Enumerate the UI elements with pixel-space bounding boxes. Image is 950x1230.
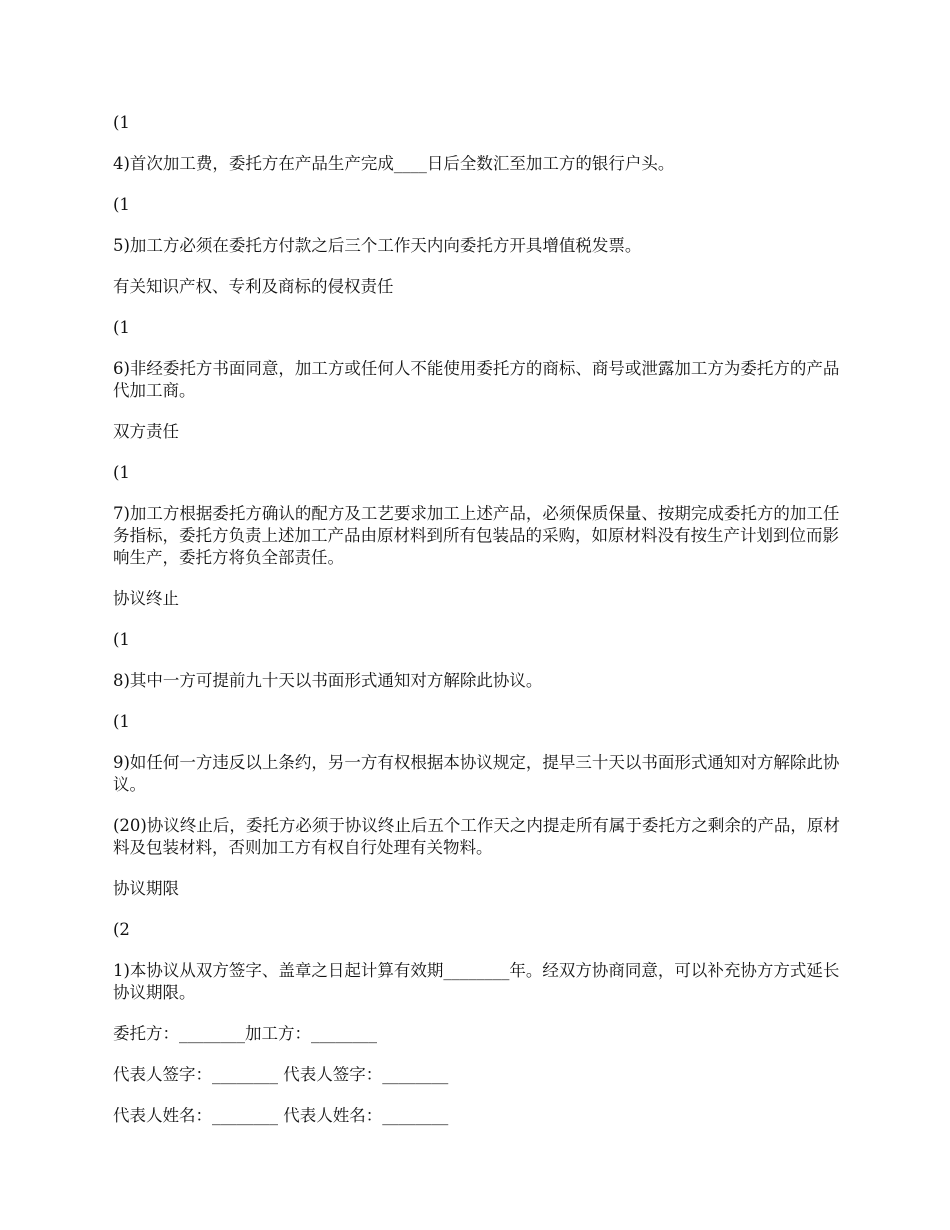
- document-body: [113, 112, 841, 1146]
- section-heading-termination: 协议终止: [113, 589, 179, 608]
- section-heading-term: 协议期限: [113, 879, 179, 898]
- section-heading-ip-liability: 有关知识产权、专利及商标的侵权责任: [113, 277, 394, 296]
- signature-parties-line: 委托方：________加工方：________: [113, 1024, 377, 1043]
- clause-post-termination: (20)协议终止后，委托方必须于协议终止后五个工作天之内提走所有属于委托方之剩余的产品，原材料及包装材料，否则加工方有权自行处理有关物料。: [113, 816, 840, 857]
- clause-breach-termination: 9)如任何一方违反以上条约，另一方有权根据本协议规定，提早三十天以书面形式通知对方解除此协议。: [113, 753, 840, 794]
- paragraph-fragment-6: (1: [113, 712, 130, 731]
- clause-validity-period: 1)本协议从双方签字、盖章之日起计算有效期________年。经双方协商同意，可以补充协方方式延长协议期限。: [113, 961, 840, 1002]
- paragraph-fragment-3: (1: [113, 318, 130, 337]
- paragraph-fragment-1: (1: [113, 113, 130, 132]
- paragraph-fragment-5: (1: [113, 630, 130, 649]
- signature-representative-sign-line: 代表人签字：________ 代表人签字：________: [113, 1065, 449, 1084]
- paragraph-fragment-4: (1: [113, 463, 130, 482]
- clause-vat-invoice: 5)加工方必须在委托方付款之后三个工作天内向委托方开具增值税发票。: [113, 236, 642, 255]
- clause-trademark-use: 6)非经委托方书面同意，加工方或任何人不能使用委托方的商标、商号或泄露加工方为委托方的产品代加工商。: [113, 359, 840, 400]
- clause-processing-duties: 7)加工方根据委托方确认的配方及工艺要求加工上述产品，必须保质保量、按期完成委托方的加工任务指标，委托方负责上述加工产品由原材料到所有包装品的采购，如原材料没有按生产计划到位而影响生产，委托方将负全部责任。: [113, 504, 840, 567]
- section-heading-responsibilities: 双方责任: [113, 422, 179, 441]
- signature-representative-name-line: 代表人姓名：________ 代表人姓名：________: [113, 1106, 449, 1125]
- clause-initial-processing-fee: 4)首次加工费，委托方在产品生产完成____日后全数汇至加工方的银行户头。: [113, 154, 675, 173]
- clause-ninety-day-notice: 8)其中一方可提前九十天以书面形式通知对方解除此协议。: [113, 671, 543, 690]
- paragraph-fragment-2: (1: [113, 195, 130, 214]
- paragraph-fragment-7: (2: [113, 920, 130, 939]
